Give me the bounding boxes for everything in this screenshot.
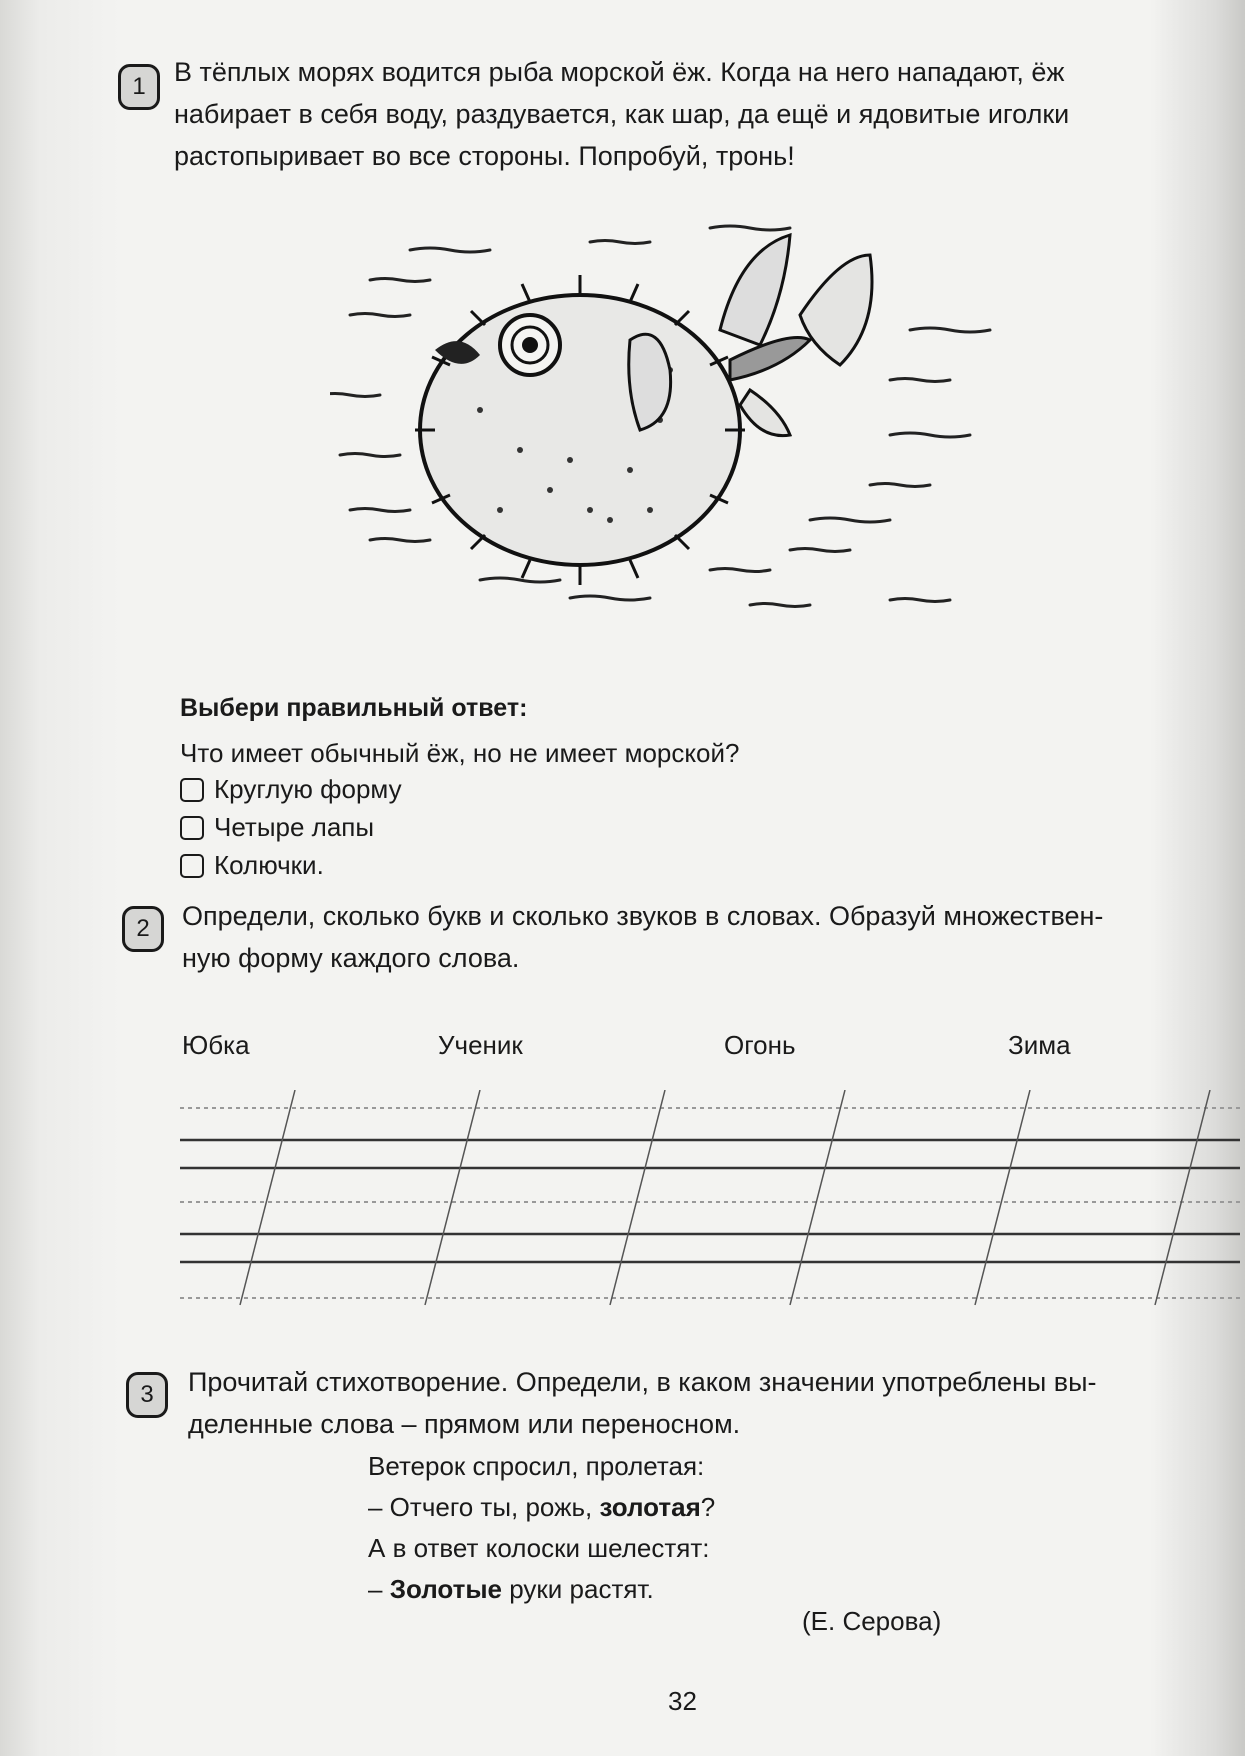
task2-text-line-1: Определи, сколько букв и сколько звуков в словах. Образуй множествен- — [182, 901, 1104, 931]
task-number-badge: 3 — [126, 1372, 168, 1418]
answer-option-1[interactable] — [180, 774, 402, 805]
fish-body — [415, 235, 872, 585]
checkbox-icon[interactable] — [180, 854, 204, 878]
checkbox-icon[interactable] — [180, 816, 204, 840]
word-2: Ученик — [438, 1030, 523, 1060]
answer-option-label: Круглую форму — [214, 774, 402, 804]
task3-text-line-1: Прочитай стихотворение. Определи, в каком значении употреблены вы- — [188, 1367, 1097, 1397]
task-number-badge: 2 — [122, 906, 164, 952]
poem-line-2: – Отчего ты, рожь, золотая? — [368, 1492, 716, 1522]
question-title: Выбери правильный ответ: — [180, 694, 528, 722]
word-4: Зима — [1008, 1030, 1071, 1060]
task1-text-line-3: растопыривает во все стороны. Попробуй, тронь! — [174, 141, 795, 171]
answer-option-2[interactable] — [180, 812, 374, 843]
answer-option-label: Колючки. — [214, 850, 324, 880]
poem-line-4: – Золотые руки растят. — [368, 1574, 654, 1604]
word-3: Огонь — [724, 1030, 796, 1060]
answer-option-label: Четыре лапы — [214, 812, 375, 842]
task3-text-line-2: деленные слова – прямом или переносном. — [188, 1409, 741, 1439]
task1-text-line-2: набирает в себя воду, раздувается, как шар, да ещё и ядовитые иголки — [174, 99, 1070, 129]
word-1: Юбка — [182, 1030, 250, 1060]
highlighted-word: золотая — [599, 1492, 701, 1522]
answer-option-3[interactable] — [180, 850, 324, 881]
question-text: Что имеет обычный ёж, но не имеет морской? — [180, 738, 740, 768]
task2-text-line-2: ную форму каждого слова. — [182, 943, 520, 973]
pufferfish-illustration — [330, 220, 1050, 640]
page-number: 32 — [668, 1686, 697, 1716]
task-number-badge: 1 — [118, 64, 160, 110]
highlighted-word: Золотые — [389, 1574, 503, 1604]
checkbox-icon[interactable] — [180, 778, 204, 802]
poem-line-3: А в ответ колоски шелестят: — [368, 1533, 710, 1563]
task1-text-line-1: В тёплых морях водится рыба морской ёж. Когда на него нападают, ёж — [174, 57, 1065, 87]
poem-author: (Е. Серова) — [802, 1606, 942, 1636]
handwriting-lines[interactable] — [180, 1090, 1240, 1310]
poem-line-1: Ветерок спросил, пролетая: — [368, 1451, 705, 1481]
